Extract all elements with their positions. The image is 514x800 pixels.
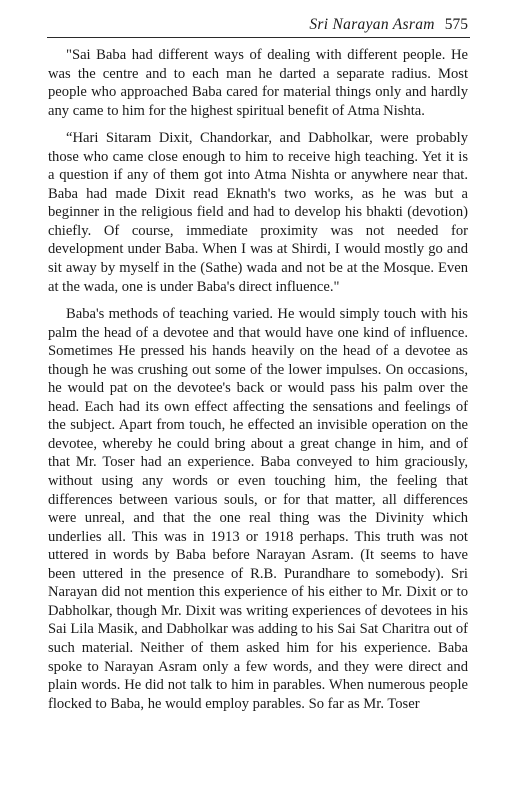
running-header-title: Sri Narayan Asram — [309, 16, 435, 33]
page-number: 575 — [444, 16, 468, 33]
paragraph-3: Baba's methods of teaching varied. He would simply touch with his palm the head of a devotee and that would have one kind of influence. Sometimes He pressed his hands heavily on the head of a devotee as though he was crushing out some of the lower impulses. On occasions, he would pat on the devotee's back or would pass his palm over the head. Each had its own effect affecting the sensations and feelings of the subject. Apart from touch, he effected an invisible operation on the devotee, whereby he could bring about a great change in him, and of that Mr. Toser had an experience. Baba conveyed to him graciously, without using any words or even touching him, the feeling that differences between various souls, or for that matter, all differences were unreal, and that the one real thing was the Divinity which underlies all. This was in 1913 or 1918 perhaps. This truth was not uttered in words by Baba before Narayan Asram. (It seems to have been uttered in the presence of R.B. Purandhare to somebody). Sri Narayan did not mention this experience of his either to Mr. Dixit or to Dabholkar, though Mr. Dixit was writing experiences of devotees in his Sai Lila Masik, and Dabholkar was adding to his Sai Sat Charitra out of such material. Neither of them asked him for his experience. Baba spoke to Narayan Asram only a few words, and they were direct and plain words. He did not talk to him in parables. When numerous people flocked to Baba, he would employ parables. So far as Mr. Toser — [48, 306, 468, 712]
page-body — [48, 46, 468, 713]
running-header — [309, 16, 468, 34]
paragraph-1: "Sai Baba had different ways of dealing with different people. He was the centre and to each man he darted a separate radius. Most people who approached Baba cared for material things only and hardly any came to him for the highest spiritual benefit of Atma Nishta. — [48, 47, 468, 119]
header-rule — [47, 37, 470, 38]
paragraph-2: “Hari Sitaram Dixit, Chandorkar, and Dabholkar, were probably those who came close enough to him to receive high teaching. Yet it is a question if any of them got into Atma Nishta or anywhere near that. Baba had made Dixit read Eknath's two works, as he was but a beginner in the religious field and had to develop his bhakti (devotion) chiefly. Of course, immediate proximity was not needed for development under Baba. When I was at Shirdi, I would mostly go and sit away by myself in the (Sathe) wada and not be at the Mosque. Even at the wada, one is under Baba's direct influence." — [48, 130, 468, 295]
